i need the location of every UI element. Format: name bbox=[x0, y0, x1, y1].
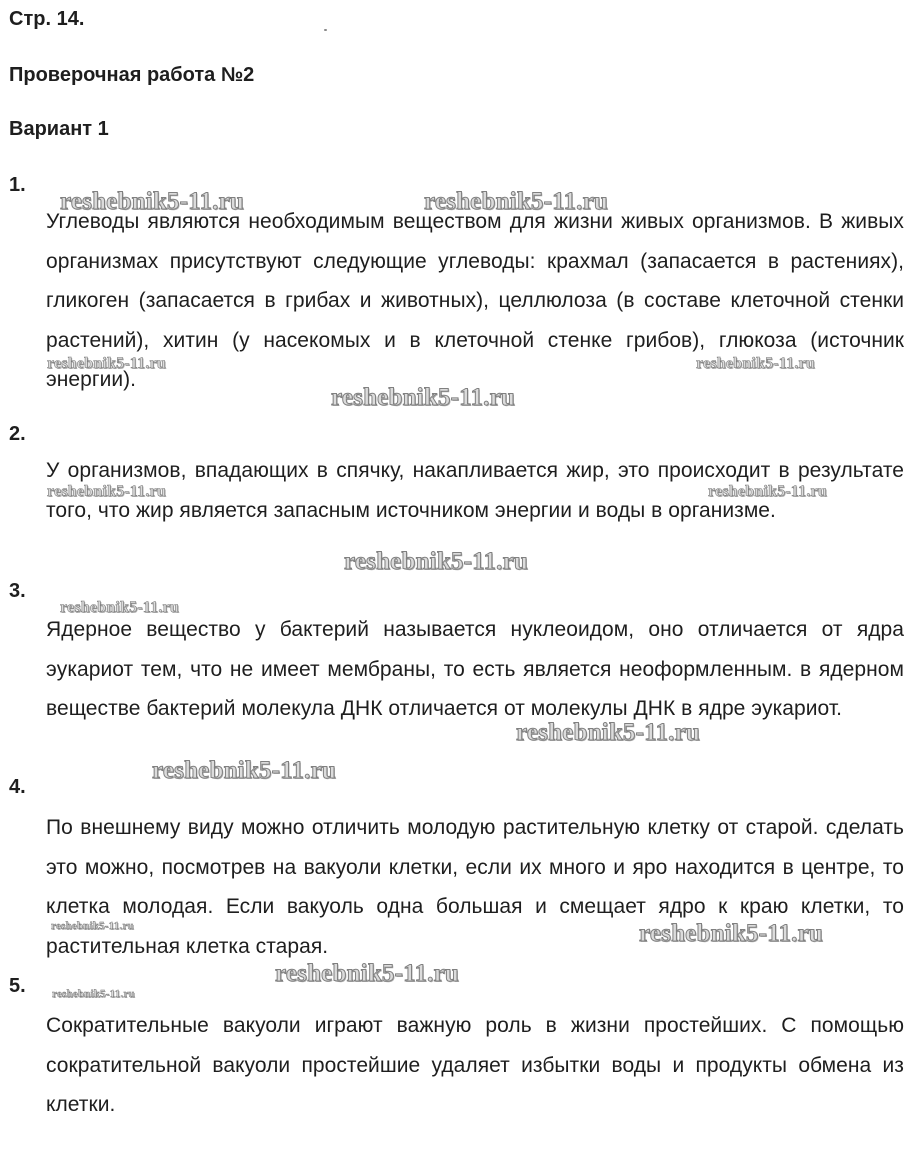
answer-text: По внешнему виду можно отличить молодую растительную клетку от старой. сделать это можно, посмотрев на вакуоли клетки, если их много и яро находится в центре, то клетка молодая. Если вакуоль одна большая и смещает ядро к краю клетки, то растительная клетка старая. bbox=[46, 816, 904, 958]
answer-text: Ядерное вещество у бактерий называется нуклеоидом, оно отличается от ядра эукариот тем, что не имеет мембраны, то есть является неоформленным. в ядерном веществе бактерий молекула ДНК отличается от молекулы ДНК в ядре эукариот. bbox=[46, 618, 904, 720]
watermark-text: reshebnik5-11.ru bbox=[47, 483, 166, 500]
answer-number: 1. bbox=[9, 174, 26, 196]
watermark-text: reshebnik5-11.ru bbox=[60, 188, 245, 215]
watermark-text: reshebnik5-11.ru bbox=[52, 988, 135, 1000]
watermark-text: reshebnik5-11.ru bbox=[51, 920, 134, 932]
answer-text: Углеводы являются необходимым веществом для жизни живых организмов. В живых организмах присутствуют следующие углеводы: крахмал (запасается в растениях), гликоген (запасается в грибах и животных), целлюлоза (в составе клеточной стенки растений), хитин (у насекомых и в клеточной стенке грибов), глюкоза (источник энергии). bbox=[46, 210, 904, 391]
answer-number: 2. bbox=[9, 423, 26, 445]
watermark-text: reshebnik5-11.ru bbox=[60, 599, 179, 616]
watermark-text: reshebnik5-11.ru bbox=[639, 920, 824, 947]
variant-label: Вариант 1 bbox=[9, 118, 109, 140]
answer-text: У организмов, впадающих в спячку, накапливается жир, это происходит в результате того, что жир является запасным источником энергии и воды в организме. bbox=[46, 459, 904, 522]
watermark-text: reshebnik5-11.ru bbox=[331, 384, 516, 411]
worksheet-title: Проверочная работа №2 bbox=[9, 64, 255, 86]
answer-number: 3. bbox=[9, 580, 26, 602]
watermark-text: reshebnik5-11.ru bbox=[424, 188, 609, 215]
watermark-text: reshebnik5-11.ru bbox=[696, 355, 815, 372]
answer-number: 4. bbox=[9, 776, 26, 798]
answer-text: Сократительные вакуоли играют важную роль в жизни простейших. С помощью сократительной вакуоли простейшие удаляет избытки воды и продукты обмена из клетки. bbox=[46, 1014, 904, 1116]
answer-number: 5. bbox=[9, 975, 26, 997]
page-reference: Стр. 14. bbox=[9, 8, 85, 30]
watermark-text: reshebnik5-11.ru bbox=[708, 483, 827, 500]
watermark-text: reshebnik5-11.ru bbox=[275, 960, 460, 987]
watermark-text: reshebnik5-11.ru bbox=[152, 757, 337, 784]
scan-speck bbox=[324, 29, 327, 31]
watermark-text: reshebnik5-11.ru bbox=[47, 355, 166, 372]
watermark-text: reshebnik5-11.ru bbox=[344, 548, 529, 575]
watermark-text: reshebnik5-11.ru bbox=[516, 719, 701, 746]
